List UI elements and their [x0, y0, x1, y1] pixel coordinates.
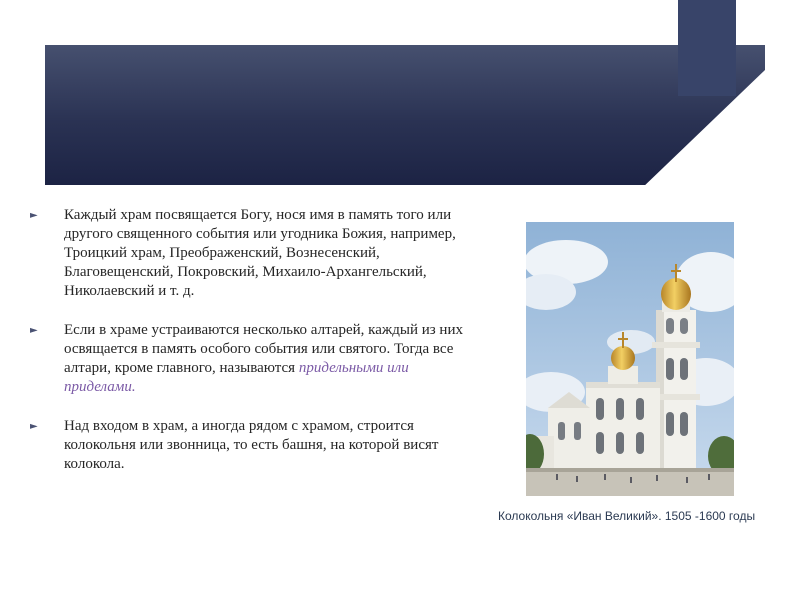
- bullet-text: Каждый храм посвящается Богу, нося имя в память того или другого священного события или угодника Божия, например, Троицкий храм, Преображенский, Вознесенский, Благовещенский, Покровский, Михаило-Архангельский, Николаевский и т. д.: [64, 207, 456, 299]
- triangle-right-icon: ►: [30, 210, 38, 221]
- photo-caption: Колокольня «Иван Великий». 1505 -1600 годы: [498, 509, 756, 523]
- triangle-right-icon: ►: [30, 421, 38, 432]
- accent-tab: [678, 0, 736, 96]
- bullet-text: [64, 321, 470, 397]
- bullet-text: Над входом в храм, а иногда рядом с храмом, строится колокольня или звонница, то есть башня, на которой висят колокола.: [64, 418, 439, 472]
- emphasized-term: придельными или приделами.: [64, 360, 409, 395]
- header-band: [45, 45, 765, 185]
- bullet-text-plain: Если в храме устраиваются несколько алтарей, каждый из них освящается в память особого события или святого. Тогда все алтари, кроме главного, называются: [64, 322, 463, 376]
- bullet-item: [30, 206, 470, 301]
- bullet-item: [30, 321, 470, 397]
- triangle-right-icon: ►: [30, 325, 38, 336]
- bullet-item: [30, 417, 470, 474]
- bullet-list: [30, 206, 470, 494]
- bell-tower-photo: [526, 222, 734, 496]
